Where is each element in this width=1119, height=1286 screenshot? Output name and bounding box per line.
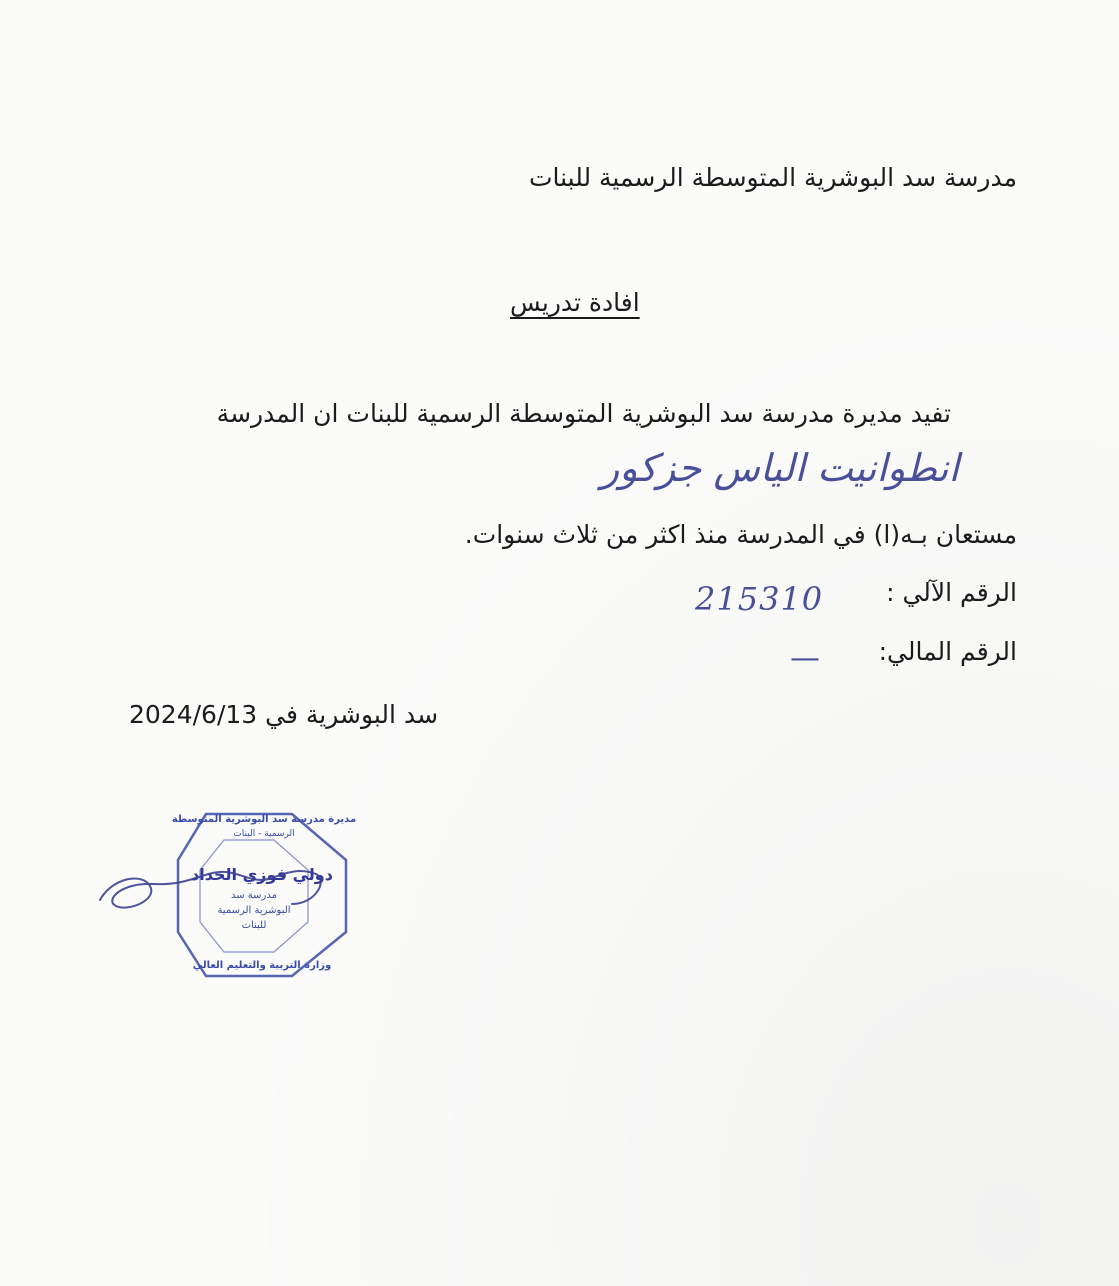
financial-number-label: الرقم المالي: xyxy=(878,637,1017,666)
stamp-outer-text: مديرة مدرسة سد البوشرية المتوسطة xyxy=(171,814,357,825)
auto-number-label: الرقم الآلي : xyxy=(886,578,1017,607)
place-date: سد البوشرية في 2024/6/13 xyxy=(129,700,439,729)
stamp-inner-line-1: مدرسة سد xyxy=(231,890,277,901)
auto-number-value: 215310 xyxy=(695,580,824,618)
financial-number-value: — xyxy=(790,641,820,676)
stamp-inner-line-2: البوشرية الرسمية xyxy=(217,905,291,916)
body-line-2: مستعان بـه(ا) في المدرسة منذ اكثر من ثلاث سنوات. xyxy=(464,520,1017,549)
teacher-name-handwritten: انطوانيت الياس جزكور xyxy=(600,446,959,490)
school-name: مدرسة سد البوشرية المتوسطة الرسمية للبنات xyxy=(528,163,1017,192)
document-title: افادة تدريس xyxy=(510,288,640,317)
official-stamp-and-signature xyxy=(94,800,374,990)
stamp-ring-text: وزارة التربية والتعليم العالي xyxy=(192,960,332,971)
stamp-name: دولي فوزي الحداد xyxy=(191,865,333,884)
stamp-outer-subtext: الرسمية - البنات xyxy=(233,829,295,839)
stamp-inner-line-3: للبنات xyxy=(241,920,267,931)
body-line-1: تفيد مديرة مدرسة سد البوشرية المتوسطة الرسمية للبنات ان المدرسة xyxy=(216,399,951,428)
